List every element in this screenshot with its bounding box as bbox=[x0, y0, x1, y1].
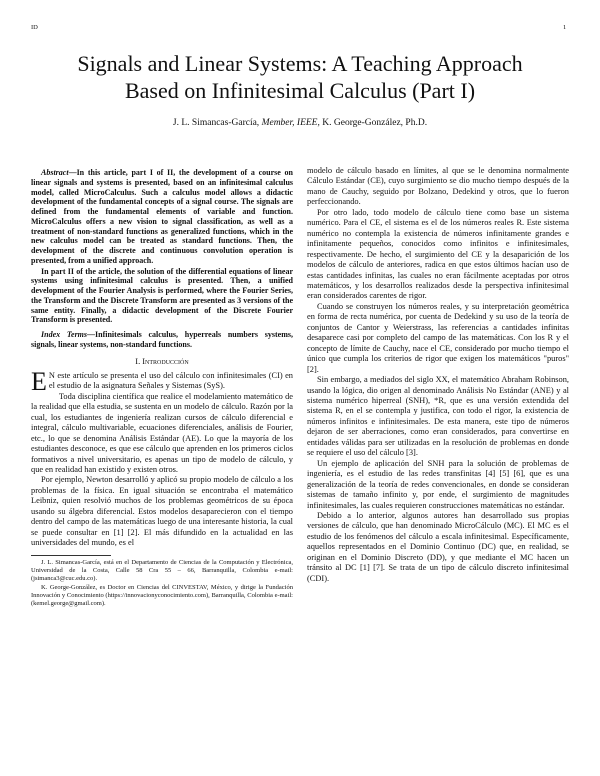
right-column bbox=[307, 166, 569, 584]
right-p2: Por otro lado, todo modelo de cálculo tiene como base un sistema numérico. Para el CE, el sistema es el de los números reales R. Este sistema numérico no contempla la existencia de números infinitamente grandes e infinitamente pequeños, conocidos como infinitos e infinitesimales, respectivamente. De hecho, el surgimiento del CE y la desaparición de los modelos de cálculo de anteriores, radica en que estos últimos hacían uso de estas cantidades infinitas, las cuales no eran fácilmente aceptadas por otros matemáticos, y los desarrollos realizados desde la perspectiva infinitesimal eran considerados carentes de rigor. bbox=[307, 207, 569, 301]
title-line-1: Signals and Linear Systems: A Teaching Approach bbox=[77, 51, 523, 76]
right-p3: Cuando se construyen los números reales, y su interpretación geométrica en forma de recta numérica, por cuenta de Dedekind y su uso de la teoría de conjuntos de Cantor y Weierstrass, las referencias a cantidades infinitas desaparece casi por completo del campo de las matemáticas. Con los R y el concepto de límite de Cauchy, nace el CE, considerado por mucho tiempo el único que cumpla los criterios de rigor que exigen los matemáticos "puros" [2]. bbox=[307, 301, 569, 374]
author-1-role: Member, IEEE, bbox=[261, 118, 320, 128]
right-p4: Sin embargo, a mediados del siglo XX, el matemático Abraham Robinson, usando la lógica, dio origen al denominado Análisis No Estándar (ANE) y al sistema numérico hiperreal (SNH), *R, que es una versión extendida del sistema R, en el se contempla y justifica, con todo el rigor, la existencia de números infinitos e infinitesimales. De esta manera, este tipo de números dejaron de ser aberraciones, como eran considerados, para convertirse en entidades válidas para ser utilizadas en la resolución de problemas en donde se requiere el uso del cálculo [3]. bbox=[307, 375, 569, 458]
author-2: K. George-González, Ph.D. bbox=[322, 118, 428, 128]
author-line bbox=[30, 118, 570, 128]
abstract-p1: —In this article, part I of II, the development of a course on linear signals and systems is presented, based on an infinitesimal calculus model, called MicroCalculus. Such a calculus model allows a didactic development of the fundamental concepts of a signal course. The signals are defined from the fundamental elements of variable and function. MicroCalculus offers a new vision to signal classification, as well as a treatment of non-standard functions as generalized functions, which in the new calculus model can be treated as standard functions. Then, the development of the discrete and continuous convolution operation is presented, from a unified approach. bbox=[31, 168, 293, 265]
drop-cap: E bbox=[31, 366, 47, 396]
footnotes bbox=[31, 559, 293, 609]
index-terms-text: —Infinitesimals calculus, hyperreals numbers systems, signals, linear systems, non-standard functions. bbox=[31, 330, 294, 349]
intro-p1: N este artículo se presenta el uso del cálculo con infinitesimales (CI) en el estudio de la asignatura Señales y Sistemas (SyS). bbox=[48, 370, 293, 391]
paper-title bbox=[30, 50, 570, 104]
abstract-p2: In part II of the article, the solution of the differential equations of linear systems using infinitesimal calculus is presented. Then, a unified development of the Fourier Analysis is performed, where the Fourier Series, the Transform and the Discrete Transform are presented as 3 versions of the same entity. Finally, a didactic development of the Discrete Fourier Transform is presented. bbox=[31, 266, 293, 325]
title-line-2: Based on Infinitesimal Calculus (Part I) bbox=[124, 78, 476, 103]
running-header-left: ID bbox=[31, 24, 38, 31]
left-column bbox=[31, 168, 293, 608]
intro-p2: Toda disciplina científica que realice el modelamiento matemático de la realidad que ella estudia, se sustenta en un modelo de cálculo. Razón por la cual, los estudiantes de ingeniería realizan cursos de cálculo diferencial e integral, cálculo multivariable, ecuaciones diferenciales, análisis de Fourier, etc., lo que se denomina Análisis Estándar (AE). Lo que la mayoría de los estudiantes desconoce, es que ese cálculo que aprenden en los primeros ciclos formativos a nivel universitario, es apenas un tipo de modelo de cálculo, y que en realidad han existido y existen otros. bbox=[31, 391, 293, 475]
index-terms-label: Index Terms bbox=[41, 330, 88, 339]
section-heading-intro: I. Introducción bbox=[135, 356, 189, 366]
footnote-1: J. L. Simancas-García, está en el Departamento de Ciencias de la Computación y Electrónica, Universidad de la Costa, Calle 58 Cra 55 – 66, Barranquilla, Colombia e-mail: (jsimanca3@cuc.edu.co). bbox=[31, 558, 293, 583]
page-number: 1 bbox=[563, 24, 567, 31]
right-p1: modelo de cálculo basado en límites, al que se le denomina normalmente Cálculo Estándar (CE), cuyo surgimiento se dio mucho tiempo después de la mano de Cauchy, seguido por Bolzano, Dedekind y otros, que lo fueron perfeccionando. bbox=[307, 166, 569, 207]
abstract bbox=[31, 168, 293, 350]
footnote-rule bbox=[31, 555, 111, 556]
right-p6: Debido a lo anterior, algunos autores han desarrollado sus propias versiones de cálculo, que han denominado MicroCálculo (MC). El MC es el estudio de los fenómenos del cálculo a escala infinitesimal. Específicamente, aquellos representados en el Dominio Continuo (DC) que, en realidad, se originan en el Dominio Discreto (DD), y que mediante el MC hacen un tránsito al DC [1] [7]. Se trata de un tipo de cálculo discreto infinitesimal (CDI). bbox=[307, 510, 569, 583]
abstract-label: Abstract bbox=[41, 168, 69, 177]
footnote-2: K. George-González, es Doctor en Ciencias del CINVESTAV, México, y dirige la Fundación Innovación y Conocimiento (https://innovacionyconocimiento.com), Barranquilla, Colombia e-mail: (kemel.george@gmail.com). bbox=[31, 583, 293, 608]
intro-p3: Por ejemplo, Newton desarrolló y aplicó su propio modelo de cálculo a los problemas de la física. En igual situación se encontraba el matemático Leibniz, quien resolvió muchos de los problemas geométricos de su época usando su álgebra diferencial. Estos modelos desaparecieron con el tiempo dentro del campo de las matemáticas luego de una interesante historia, la cual se puede consultar en [1] [2]. El más difundido en la actualidad en las universidades del mundo, es el bbox=[31, 475, 293, 548]
right-p5: Un ejemplo de aplicación del SNH para la solución de problemas de ingeniería, es el estudio de las redes transfinitas [4] [5] [6], que es una generalización de la teoría de redes convencionales, en donde se consideran sistemas de tamaño infinito y, por ende, el surgimiento de magnitudes infinitesimales, las cuales requieren construcciones matemáticas no estándar. bbox=[307, 458, 569, 510]
author-1: J. L. Simancas-García, bbox=[172, 118, 260, 128]
